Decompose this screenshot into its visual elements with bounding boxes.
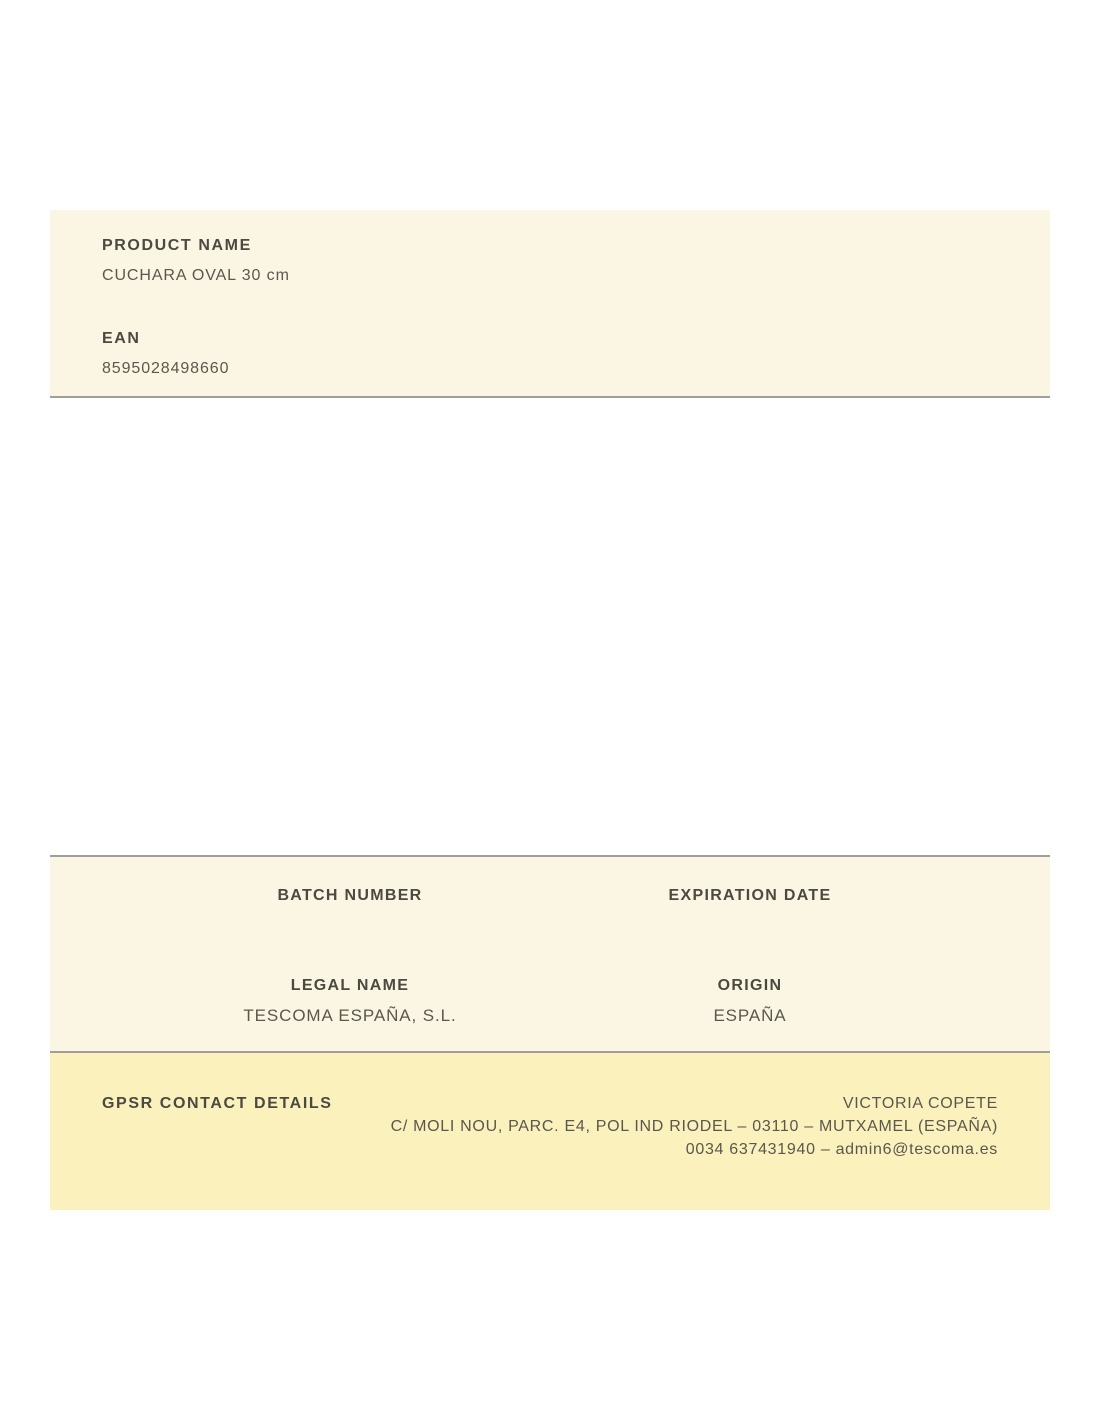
product-name-label: PRODUCT NAME — [102, 237, 252, 254]
batch-legal-section — [50, 855, 1050, 1053]
batch-number-label: BATCH NUMBER — [277, 887, 423, 904]
legal-name-value: TESCOMA ESPAÑA, S.L. — [243, 1006, 457, 1025]
batch-column — [150, 887, 550, 1051]
expiration-date-value-slot — [550, 905, 950, 977]
ean-value: 8595028498660 — [102, 360, 230, 377]
gpsr-contact-block — [333, 1095, 998, 1164]
origin-value: ESPAÑA — [713, 1006, 787, 1025]
contact-name: VICTORIA COPETE — [842, 1095, 998, 1112]
ean-label: EAN — [102, 330, 141, 347]
product-info-section — [50, 210, 1050, 398]
contact-phone-email: 0034 637431940 – admin6@tescoma.es — [685, 1141, 998, 1158]
legal-name-label: LEGAL NAME — [290, 977, 410, 994]
origin-label: ORIGIN — [717, 977, 783, 994]
gpsr-contact-details-label: GPSR CONTACT DETAILS — [102, 1095, 333, 1112]
expiration-column — [550, 887, 950, 1051]
product-name-value: CUCHARA OVAL 30 cm — [102, 267, 290, 284]
gpsr-contact-section — [50, 1053, 1050, 1210]
spacer — [102, 285, 998, 330]
contact-address: C/ MOLI NOU, PARC. E4, POL IND RIODEL – 03110 – MUTXAMEL (ESPAÑA) — [390, 1118, 998, 1135]
expiration-date-label: EXPIRATION DATE — [668, 887, 832, 904]
batch-number-value-slot — [150, 905, 550, 977]
